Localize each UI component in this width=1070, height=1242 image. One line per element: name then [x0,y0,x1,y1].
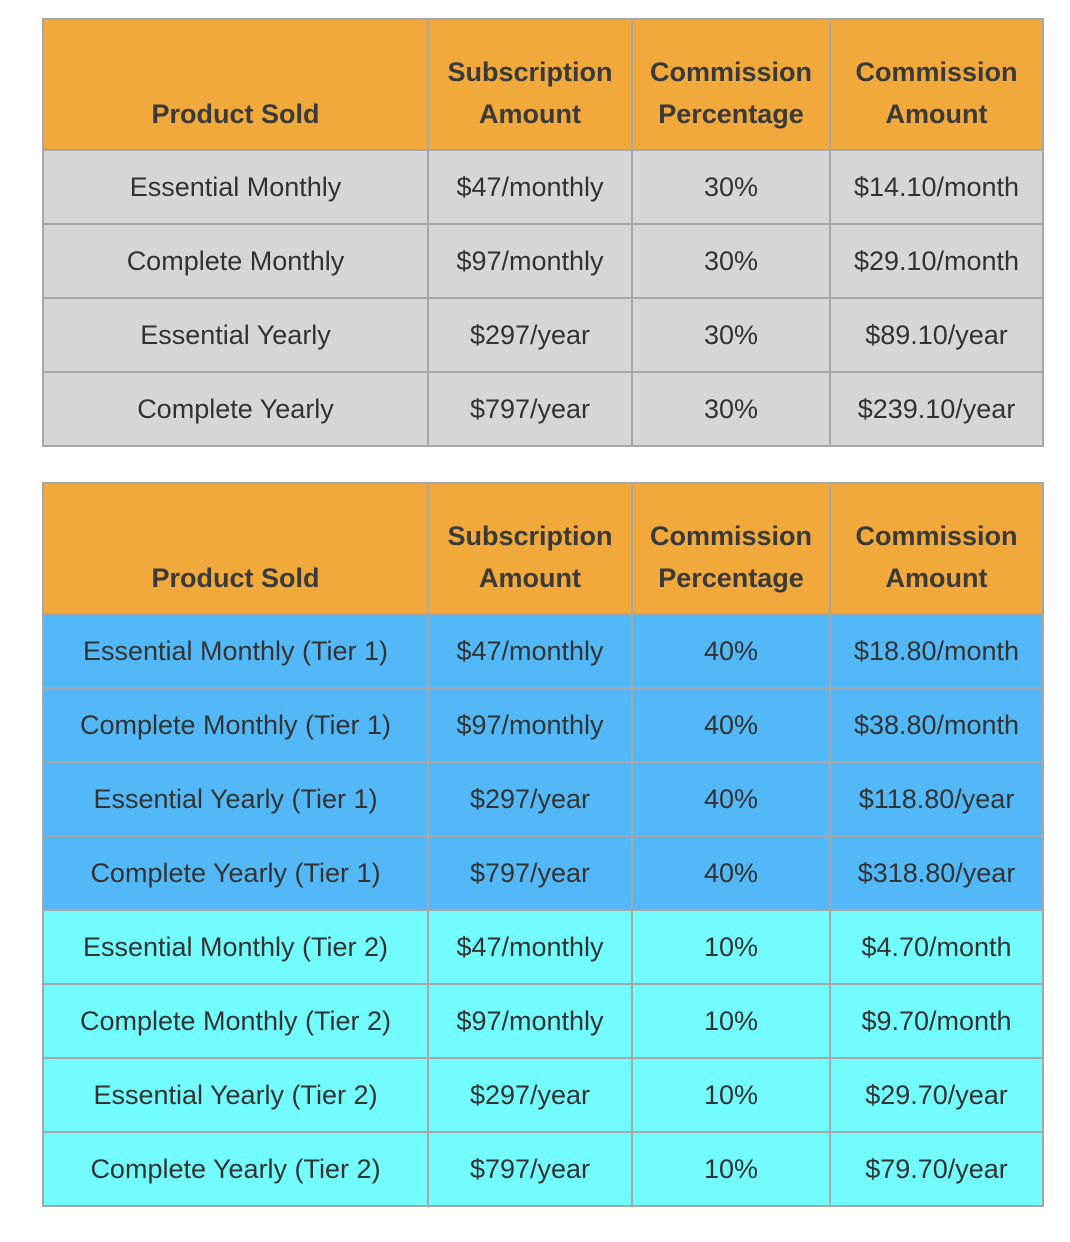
table-row [43,910,1043,984]
percentage-cell: 10% [632,910,830,984]
table-row [43,150,1043,224]
header-product-sold: Product Sold [43,483,428,614]
table-row [43,224,1043,298]
table-row [43,984,1043,1058]
subscription-cell: $47/monthly [428,150,632,224]
product-cell: Complete Yearly [43,372,428,446]
table-header-row [43,19,1043,150]
subscription-cell: $97/monthly [428,984,632,1058]
table-row [43,1132,1043,1206]
amount-cell: $9.70/month [830,984,1043,1058]
percentage-cell: 40% [632,762,830,836]
amount-cell: $4.70/month [830,910,1043,984]
subscription-cell: $797/year [428,836,632,910]
product-cell: Essential Monthly (Tier 2) [43,910,428,984]
header-subscription-amount: Subscription Amount [428,19,632,150]
percentage-cell: 10% [632,984,830,1058]
amount-cell: $318.80/year [830,836,1043,910]
header-commission-amount: Commission Amount [830,483,1043,614]
percentage-cell: 30% [632,372,830,446]
percentage-cell: 30% [632,150,830,224]
amount-cell: $89.10/year [830,298,1043,372]
table-row [43,762,1043,836]
product-cell: Essential Yearly (Tier 2) [43,1058,428,1132]
header-product-sold: Product Sold [43,19,428,150]
product-cell: Essential Monthly [43,150,428,224]
product-cell: Essential Yearly (Tier 1) [43,762,428,836]
product-cell: Essential Yearly [43,298,428,372]
amount-cell: $118.80/year [830,762,1043,836]
header-subscription-amount: Subscription Amount [428,483,632,614]
table-row [43,372,1043,446]
amount-cell: $239.10/year [830,372,1043,446]
product-cell: Complete Monthly (Tier 1) [43,688,428,762]
table-row [43,1058,1043,1132]
tiered-commission-table [42,482,1044,1207]
amount-cell: $29.10/month [830,224,1043,298]
subscription-cell: $97/monthly [428,688,632,762]
percentage-cell: 40% [632,688,830,762]
header-commission-percentage: Commission Percentage [632,19,830,150]
amount-cell: $79.70/year [830,1132,1043,1206]
percentage-cell: 40% [632,614,830,688]
product-cell: Complete Yearly (Tier 1) [43,836,428,910]
table-row [43,688,1043,762]
product-cell: Complete Monthly [43,224,428,298]
subscription-cell: $797/year [428,372,632,446]
table-row [43,836,1043,910]
percentage-cell: 40% [632,836,830,910]
table-row [43,614,1043,688]
subscription-cell: $97/monthly [428,224,632,298]
header-commission-amount: Commission Amount [830,19,1043,150]
percentage-cell: 30% [632,298,830,372]
subscription-cell: $47/monthly [428,910,632,984]
subscription-cell: $297/year [428,762,632,836]
product-cell: Essential Monthly (Tier 1) [43,614,428,688]
amount-cell: $38.80/month [830,688,1043,762]
subscription-cell: $297/year [428,1058,632,1132]
amount-cell: $18.80/month [830,614,1043,688]
percentage-cell: 30% [632,224,830,298]
percentage-cell: 10% [632,1132,830,1206]
subscription-cell: $47/monthly [428,614,632,688]
table-row [43,298,1043,372]
table-header-row [43,483,1043,614]
product-cell: Complete Yearly (Tier 2) [43,1132,428,1206]
product-cell: Complete Monthly (Tier 2) [43,984,428,1058]
header-commission-percentage: Commission Percentage [632,483,830,614]
amount-cell: $29.70/year [830,1058,1043,1132]
amount-cell: $14.10/month [830,150,1043,224]
subscription-cell: $297/year [428,298,632,372]
standard-commission-table [42,18,1044,447]
subscription-cell: $797/year [428,1132,632,1206]
percentage-cell: 10% [632,1058,830,1132]
